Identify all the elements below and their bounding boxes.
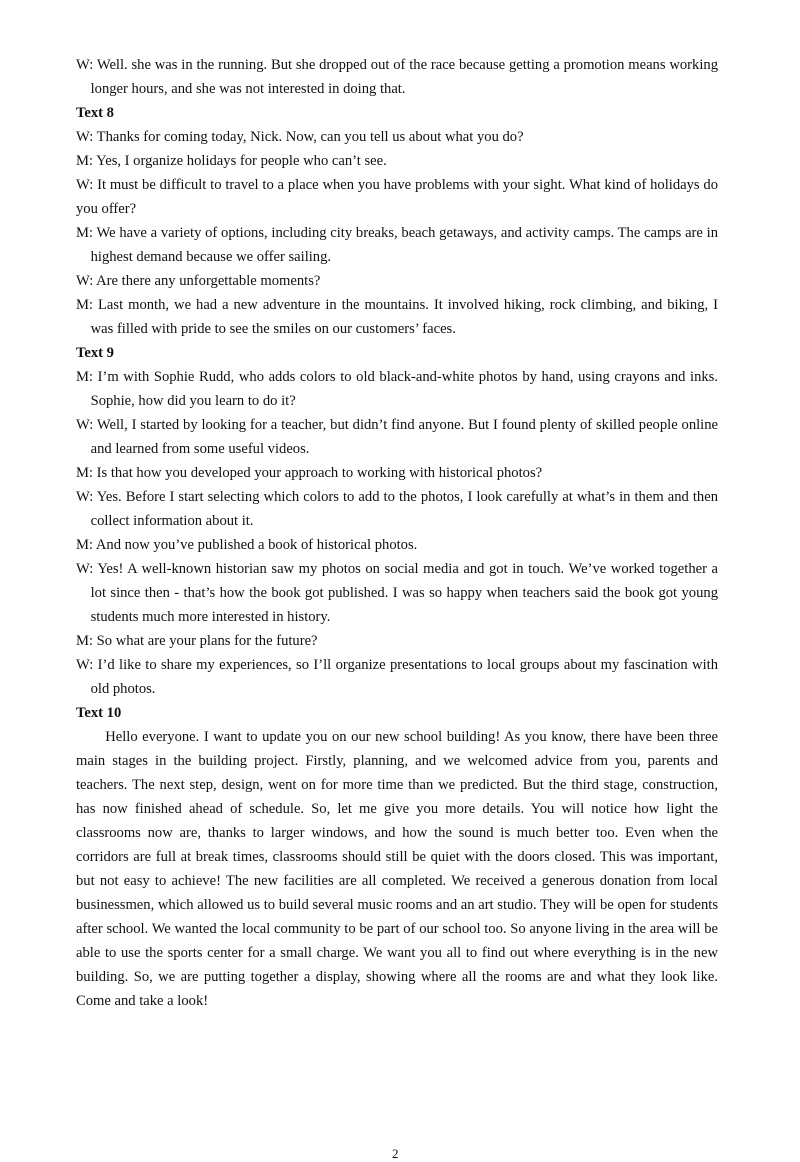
dialogue-line: W: It must be difficult to travel to a place when you have problems with your sight. What kind of holidays do you offer?	[76, 177, 718, 217]
page-number: 2	[392, 1146, 399, 1161]
dialogue-line: W: I’d like to share my experiences, so I’ll organize presentations to local groups about my fascination with old photos.	[76, 657, 718, 697]
dialogue-line: M: I’m with Sophie Rudd, who adds colors to old black-and-white photos by hand, using crayons and inks. Sophie, how did you learn to do it?	[76, 369, 718, 409]
dialogue-line: W: Are there any unforgettable moments?	[76, 273, 321, 289]
dialogue-line: W: Yes! A well-known historian saw my photos on social media and got in touch. We’ve worked together a lot since then - that’s how the book got published. I was so happy when teachers said the book got young students much more interested in history.	[76, 561, 718, 625]
dialogue-line: W: Thanks for coming today, Nick. Now, can you tell us about what you do?	[76, 129, 524, 145]
section-heading-text-8: Text 8	[76, 105, 114, 121]
dialogue-line: M: Last month, we had a new adventure in the mountains. It involved hiking, rock climbing, and biking, I was filled with pride to see the smiles on our customers’ faces.	[76, 297, 718, 337]
dialogue-line: M: Is that how you developed your approach to working with historical photos?	[76, 465, 543, 481]
dialogue-line: M: We have a variety of options, including city breaks, beach getaways, and activity camps. The camps are in highest demand because we offer sailing.	[76, 225, 718, 265]
dialogue-line: M: Yes, I organize holidays for people who can’t see.	[76, 153, 387, 169]
dialogue-line: W: Yes. Before I start selecting which colors to add to the photos, I look carefully at what’s in them and then collect information about it.	[76, 489, 718, 529]
section-heading-text-10: Text 10	[76, 705, 122, 721]
dialogue-line: M: So what are your plans for the future?	[76, 633, 318, 649]
dialogue-line: M: And now you’ve published a book of historical photos.	[76, 537, 418, 553]
document-page	[76, 53, 718, 1013]
dialogue-line: W: Well. she was in the running. But she dropped out of the race because getting a promotion means working longer hours, and she was not interested in doing that.	[76, 57, 718, 97]
section-heading-text-9: Text 9	[76, 345, 114, 361]
monologue-paragraph: Hello everyone. I want to update you on our new school building! As you know, there have been three main stages in the building project. Firstly, planning, and we welcomed advice from you, parents and teachers. The next step, design, went on for more time than we predicted. But the third stage, construction, has now finished ahead of schedule. So, let me give you more details. You will notice how light the classrooms now are, thanks to larger windows, and how the sound is much better too. Even when the corridors are full at break times, classrooms should still be quiet with the doors closed. This was important, but not easy to achieve! The new facilities are all completed. We received a generous donation from local businessmen, which allowed us to build several music rooms and an art studio. They will be open for students after school. We wanted the local community to be part of our school too. So anyone living in the area will be able to use the sports center for a small charge. We want you all to find out where everything is in the new building. So, we are putting together a display, showing where all the rooms are and what they look like. Come and take a look!	[76, 729, 718, 1009]
dialogue-line: W: Well, I started by looking for a teacher, but didn’t find anyone. But I found plenty of skilled people online and learned from some useful videos.	[76, 417, 718, 457]
